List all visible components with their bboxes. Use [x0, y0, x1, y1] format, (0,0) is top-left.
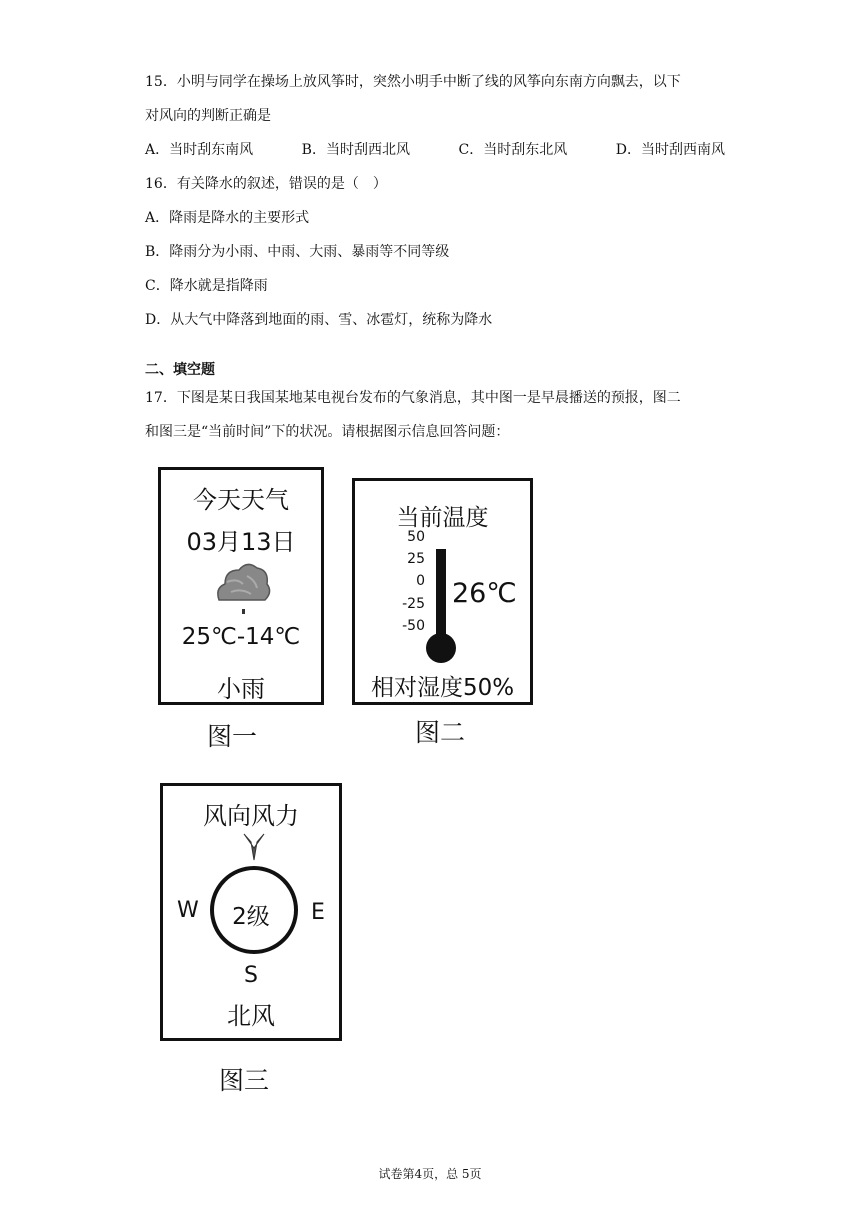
fig2-caption: 图二 [415, 718, 466, 747]
q15-line1: 15．小明与同学在操场上放风筝时，突然小明手中断了线的风筝向东南方向飘去，以下 [145, 74, 681, 90]
q16-option-b: B．降雨分为小雨、中雨、大雨、暴雨等不同等级 [145, 244, 450, 260]
q15-option-c: C．当时刮东北风 [458, 142, 568, 158]
q15-option-b: B．当时刮西北风 [301, 142, 410, 158]
wind-arrow-icon [244, 834, 264, 860]
rain-cloud-icon [213, 558, 273, 620]
q16-option-d: D．从大气中降落到地面的雨、雪、冰雹灯，统称为降水 [145, 312, 493, 328]
fig3-caption: 图三 [219, 1066, 270, 1095]
fig2-title: 当前温度 [396, 505, 489, 531]
q15-option-d: D．当时刮西南风 [615, 142, 725, 158]
q17-line1: 17．下图是某日我国某地某电视台发布的气象消息，其中图一是早晨播送的预报，图二 [145, 390, 681, 406]
q16-option-c: C．降水就是指降雨 [145, 278, 268, 294]
scale-label-0: 0 [416, 573, 425, 589]
fig2-humidity: 相对湿度50% [370, 675, 515, 701]
q16-option-a: A．降雨是降水的主要形式 [145, 210, 310, 226]
q17-line2: 和图三是“当前时间”下的状况。请根据图示信息回答问题： [145, 424, 510, 440]
q15-option-a: A．当时刮东南风 [145, 142, 254, 158]
figure-2-panel [352, 478, 533, 705]
fig3-wind-level: 2级 [232, 904, 270, 930]
fig1-title: 今天天气 [193, 486, 289, 514]
fig1-date: 03月13日 [186, 528, 296, 556]
fig2-temperature: 26℃ [452, 578, 517, 609]
fig1-weather: 小雨 [217, 675, 265, 703]
figure-3-panel [160, 783, 342, 1041]
q15-options [145, 140, 725, 160]
fig3-wind-direction: 北风 [227, 1002, 275, 1030]
page-footer: 试卷第4页，总 5页 [378, 1167, 482, 1181]
section-title: 二、填空题 [145, 362, 215, 378]
scale-label-50: 50 [407, 529, 425, 545]
fig3-south-label: S [244, 963, 258, 988]
q15-line2: 对风向的判断正确是 [145, 108, 271, 124]
fig1-temp-range: 25℃-14℃ [181, 624, 301, 650]
scale-label-25: 25 [407, 551, 425, 567]
scale-label-neg50: -50 [402, 618, 425, 634]
fig1-caption: 图一 [207, 722, 258, 751]
fig3-east-label: E [311, 900, 325, 925]
q16-stem: 16．有关降水的叙述，错误的是（ ） [145, 176, 387, 192]
scale-label-neg25: -25 [402, 596, 425, 612]
fig3-west-label: W [177, 898, 199, 923]
fig3-title: 风向风力 [203, 802, 299, 830]
figure-1-panel [158, 467, 324, 705]
